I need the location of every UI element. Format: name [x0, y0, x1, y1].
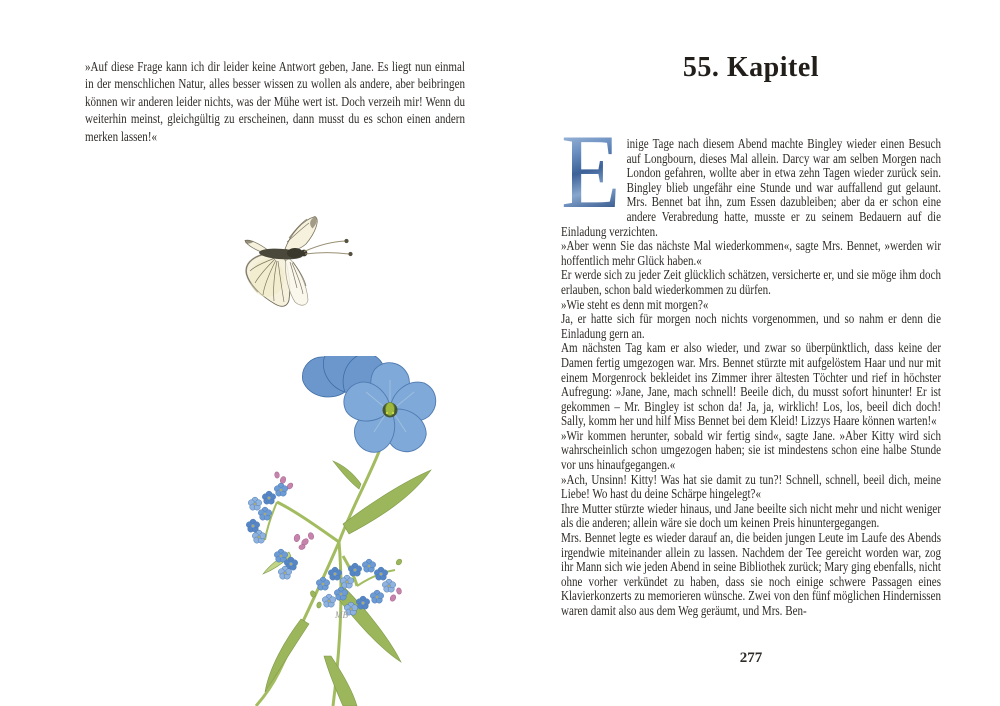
chapter-paragraph: Am nächsten Tag kam er also wieder, und zwar so überpünktlich, dass keine der Damen fertig umgezogen war. Mrs. Bennet stürzte mit aufgelöstem Haar und nur mit einem Morgenrock bekleidet ins Zimmer ihrer ältesten Töchter und rief in höchster Aufregung: »Jane, Jane, mach schnell! Beeile dich, du musst sofort hinunter! Er ist gekommen – Mr. Bingley ist schon da! Ja, ja, wirklich! Los, los, beeil dich doch! Sally, komm her und hilf Miss Bennet bei dem Kleid! Lizzys Haare können warten!«: [561, 340, 941, 429]
chapter-paragraph: »Wir kommen herunter, sobald wir fertig sind«, sagte Jane. »Aber Kitty wird sich wahrscheinlich schon umgezogen haben; sie ist mindestens schon eine halbe Stunde vor uns hinaufgegangen.«: [561, 427, 941, 473]
butterfly-antennae: [304, 241, 349, 254]
page-left: [85, 0, 465, 706]
wing-wash: [250, 259, 284, 297]
forget-me-not-cluster-left: [246, 471, 297, 579]
drop-cap: E: [561, 113, 621, 230]
forget-me-not-cluster-right: [309, 558, 403, 615]
artist-monogram: MB: [335, 610, 348, 620]
chapter-heading: 55. Kapitel: [682, 52, 820, 83]
page-number: 277: [739, 650, 763, 666]
page-right: [561, 0, 941, 706]
chapter-paragraph: inige Tage nach diesem Abend machte Bingley wieder einen Besuch auf Longbourn, dieses Mal allein. Darcy war am selben Morgen nach London gefahren, wollte aber in etwa zehn Tagen wieder zurück sein. Bingley blieb ungefähr eine Stunde und war auffallend gut gelaunt. Mrs. Bennet bat ihn, zum Essen dazubleiben; aber da er schon eine andere Verabredung hatte, musste er zu seinem Bedauern auf die Einladung verzichten.: [561, 136, 941, 239]
pink-bud-cluster: [293, 532, 314, 551]
chapter-paragraph: Ja, er hatte sich für morgen noch nichts vorgenommen, und so nahm er denn die Einladung gern an.: [561, 311, 941, 341]
chapter-paragraph: »Ach, Unsinn! Kitty! Was hat sie damit zu tun?! Schnell, schnell, beeil dich, meine Liebe! Wo hast du deine Schärpe hingelegt?«: [561, 471, 941, 502]
left-text-block: [85, 58, 465, 145]
chapter-text-block: [561, 137, 941, 619]
butterfly-illustration: [237, 214, 402, 332]
chapter-paragraph: Er werde sich zu jeder Zeit glücklich schätzen, versicherte er, und sie möge ihm doch erlauben, schon bald wiederkommen zu dürfen.: [561, 267, 941, 297]
drop-cap-spacer: [561, 137, 627, 210]
chapter-paragraph: Mrs. Bennet legte es wieder darauf an, die beiden jungen Leute im Laufe des Abends irgendwie miteinander allein zu lassen. Nachdem der Tee gereicht worden war, zog ihr Mann sich wie jeden Abend in seine Bibliothek zurück; Mary ging ebenfalls, nicht ohne vorher verkündet zu haben, dass sie noch einige schwere Passagen eines Klavierkonzerts zu memorieren wünsche. Zwei von den fünf möglichen Hindernissen waren damit also aus dem Weg geräumt, und Mrs. Ben-: [561, 530, 941, 618]
chapter-paragraph: Ihre Mutter stürzte wieder hinaus, und Jane beeilte sich nicht mehr und nicht weniger als die anderen; allein wäre sie doch um keinen Preis hinuntergegangen.: [561, 500, 941, 531]
chapter-paragraph: »Wie steht es denn mit morgen?«: [561, 296, 709, 312]
left-paragraph: »Auf diese Frage kann ich dir leider keine Antwort geben, Jane. Es liegt nun einmal in der menschlichen Natur, alles besser wissen zu wollen als andere, aber beibringen können wir anderen leider nichts, was der Mühe wert ist. Doch verzeih mir! Wenn du weiterhin meinst, gleichgültig zu erscheinen, dann musst du es schon einen andern merken lassen!«: [85, 59, 465, 144]
chapter-paragraph: »Aber wenn Sie das nächste Mal wiederkommen«, sagte Mrs. Bennet, »werden wir hoffentlich mehr Glück haben.«: [561, 238, 941, 268]
flower-illustration: [193, 356, 485, 706]
butterfly-wings: [245, 217, 317, 307]
